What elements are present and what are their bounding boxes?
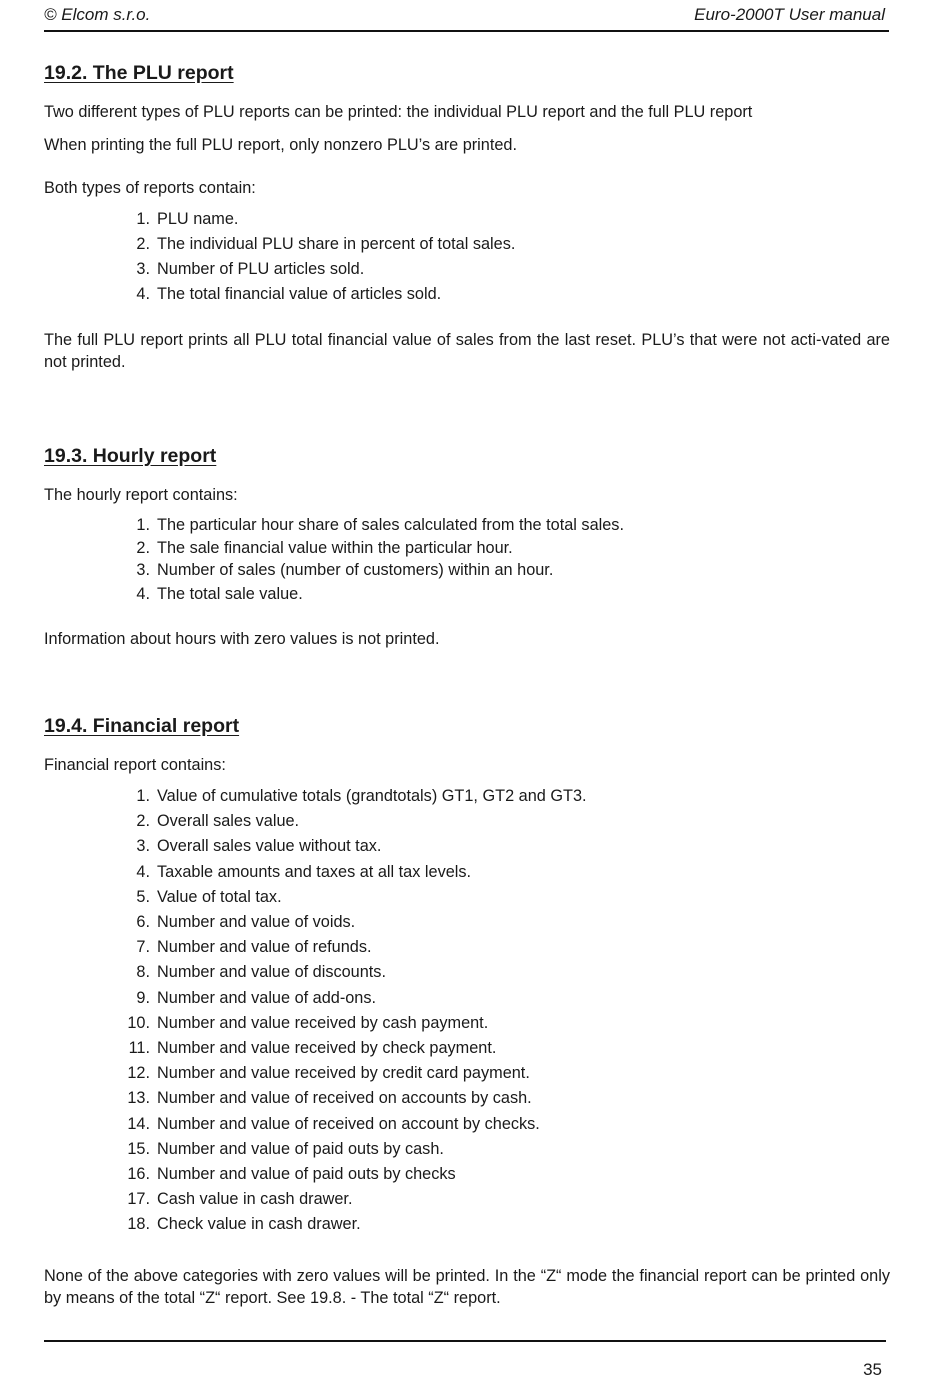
list-item-text: Number of sales (number of customers) within an hour. xyxy=(157,561,554,579)
list-item-number: 3. xyxy=(136,561,150,579)
list-item-text: Taxable amounts and taxes at all tax levels. xyxy=(157,863,472,881)
list-item-number: 15. xyxy=(127,1140,150,1158)
plu-intro-paragraph: Two different types of PLU reports can be printed: the individual PLU report and the full PLU report xyxy=(44,103,753,121)
list-item-text: PLU name. xyxy=(157,210,239,228)
list-item-number: 2. xyxy=(136,539,150,557)
section-title-hourly-report: 19.3. Hourly report xyxy=(44,445,217,467)
list-item-number: 3. xyxy=(136,260,150,278)
list-item-number: 9. xyxy=(136,989,150,1007)
list-item-number: 1. xyxy=(136,787,150,805)
list-item-number: 4. xyxy=(136,285,150,303)
list-item-text: Cash value in cash drawer. xyxy=(157,1190,353,1208)
list-item-number: 16. xyxy=(127,1165,150,1183)
list-item-text: Number and value of discounts. xyxy=(157,963,386,981)
list-item-text: Number and value of paid outs by cash. xyxy=(157,1140,444,1158)
list-item-number: 5. xyxy=(136,888,150,906)
list-item-number: 14. xyxy=(127,1115,150,1133)
list-item-text: The individual PLU share in percent of total sales. xyxy=(157,235,516,253)
list-item-text: The particular hour share of sales calculated from the total sales. xyxy=(157,516,624,534)
list-item-number: 1. xyxy=(136,516,150,534)
list-item-number: 17. xyxy=(127,1190,150,1208)
list-item-text: The sale financial value within the particular hour. xyxy=(157,539,513,557)
page-header xyxy=(44,4,889,32)
list-item-text: Overall sales value without tax. xyxy=(157,837,382,855)
list-item-text: Number and value of received on accounts by cash. xyxy=(157,1089,532,1107)
list-item-text: The total financial value of articles sold. xyxy=(157,285,442,303)
list-item-number: 18. xyxy=(127,1215,150,1233)
plu-contents-intro: Both types of reports contain: xyxy=(44,179,256,197)
page-number: 35 xyxy=(863,1360,882,1379)
list-item-number: 3. xyxy=(136,837,150,855)
header-copyright: © Elcom s.r.o. xyxy=(44,5,151,24)
plu-full-report-paragraph: The full PLU report prints all PLU total financial value of sales from the last reset. PLU’s that were not acti-vated are not printed. xyxy=(44,331,890,371)
list-item-text: Check value in cash drawer. xyxy=(157,1215,361,1233)
list-item-number: 12. xyxy=(127,1064,150,1082)
list-item-number: 2. xyxy=(136,812,150,830)
section-title-financial-report: 19.4. Financial report xyxy=(44,715,240,737)
list-item-text: Number and value of paid outs by checks xyxy=(157,1165,456,1183)
list-item-number: 7. xyxy=(136,938,150,956)
financial-contents-intro: Financial report contains: xyxy=(44,756,226,774)
list-item-text: Number and value of voids. xyxy=(157,913,356,931)
list-item-number: 13. xyxy=(127,1089,150,1107)
list-item-number: 8. xyxy=(136,963,150,981)
list-item-text: Value of total tax. xyxy=(157,888,282,906)
list-item-text: Value of cumulative totals (grandtotals) GT1, GT2 and GT3. xyxy=(157,787,587,805)
section-title-plu-report: 19.2. The PLU report xyxy=(44,62,234,84)
hourly-zero-values-note: Information about hours with zero values is not printed. xyxy=(44,630,440,648)
list-item-text: The total sale value. xyxy=(157,585,303,603)
list-item-text: Number of PLU articles sold. xyxy=(157,260,365,278)
list-item-text: Number and value of received on account by checks. xyxy=(157,1115,540,1133)
list-item-number: 6. xyxy=(136,913,150,931)
list-item-number: 1. xyxy=(136,210,150,228)
list-item-text: Number and value of refunds. xyxy=(157,938,372,956)
list-item-text: Number and value of add-ons. xyxy=(157,989,377,1007)
list-item-number: 4. xyxy=(136,863,150,881)
list-item-text: Overall sales value. xyxy=(157,812,300,830)
list-item-number: 2. xyxy=(136,235,150,253)
list-item-number: 4. xyxy=(136,585,150,603)
list-item-text: Number and value received by cash payment. xyxy=(157,1014,489,1032)
plu-nonzero-paragraph: When printing the full PLU report, only nonzero PLU’s are printed. xyxy=(44,136,518,154)
list-item-number: 10. xyxy=(127,1014,150,1032)
financial-zero-values-note: None of the above categories with zero values will be printed. In the “Z“ mode the financial report can be printed only by means of the total “Z“ report. See 19.8. - The total “Z“ report. xyxy=(44,1267,890,1307)
list-item-number: 11. xyxy=(128,1039,150,1057)
footer-rule xyxy=(44,1340,886,1342)
list-item-text: Number and value received by credit card payment. xyxy=(157,1064,530,1082)
hourly-contents-intro: The hourly report contains: xyxy=(44,486,238,504)
list-item-text: Number and value received by check payment. xyxy=(157,1039,497,1057)
header-manual-title: Euro-2000T User manual xyxy=(694,5,885,24)
